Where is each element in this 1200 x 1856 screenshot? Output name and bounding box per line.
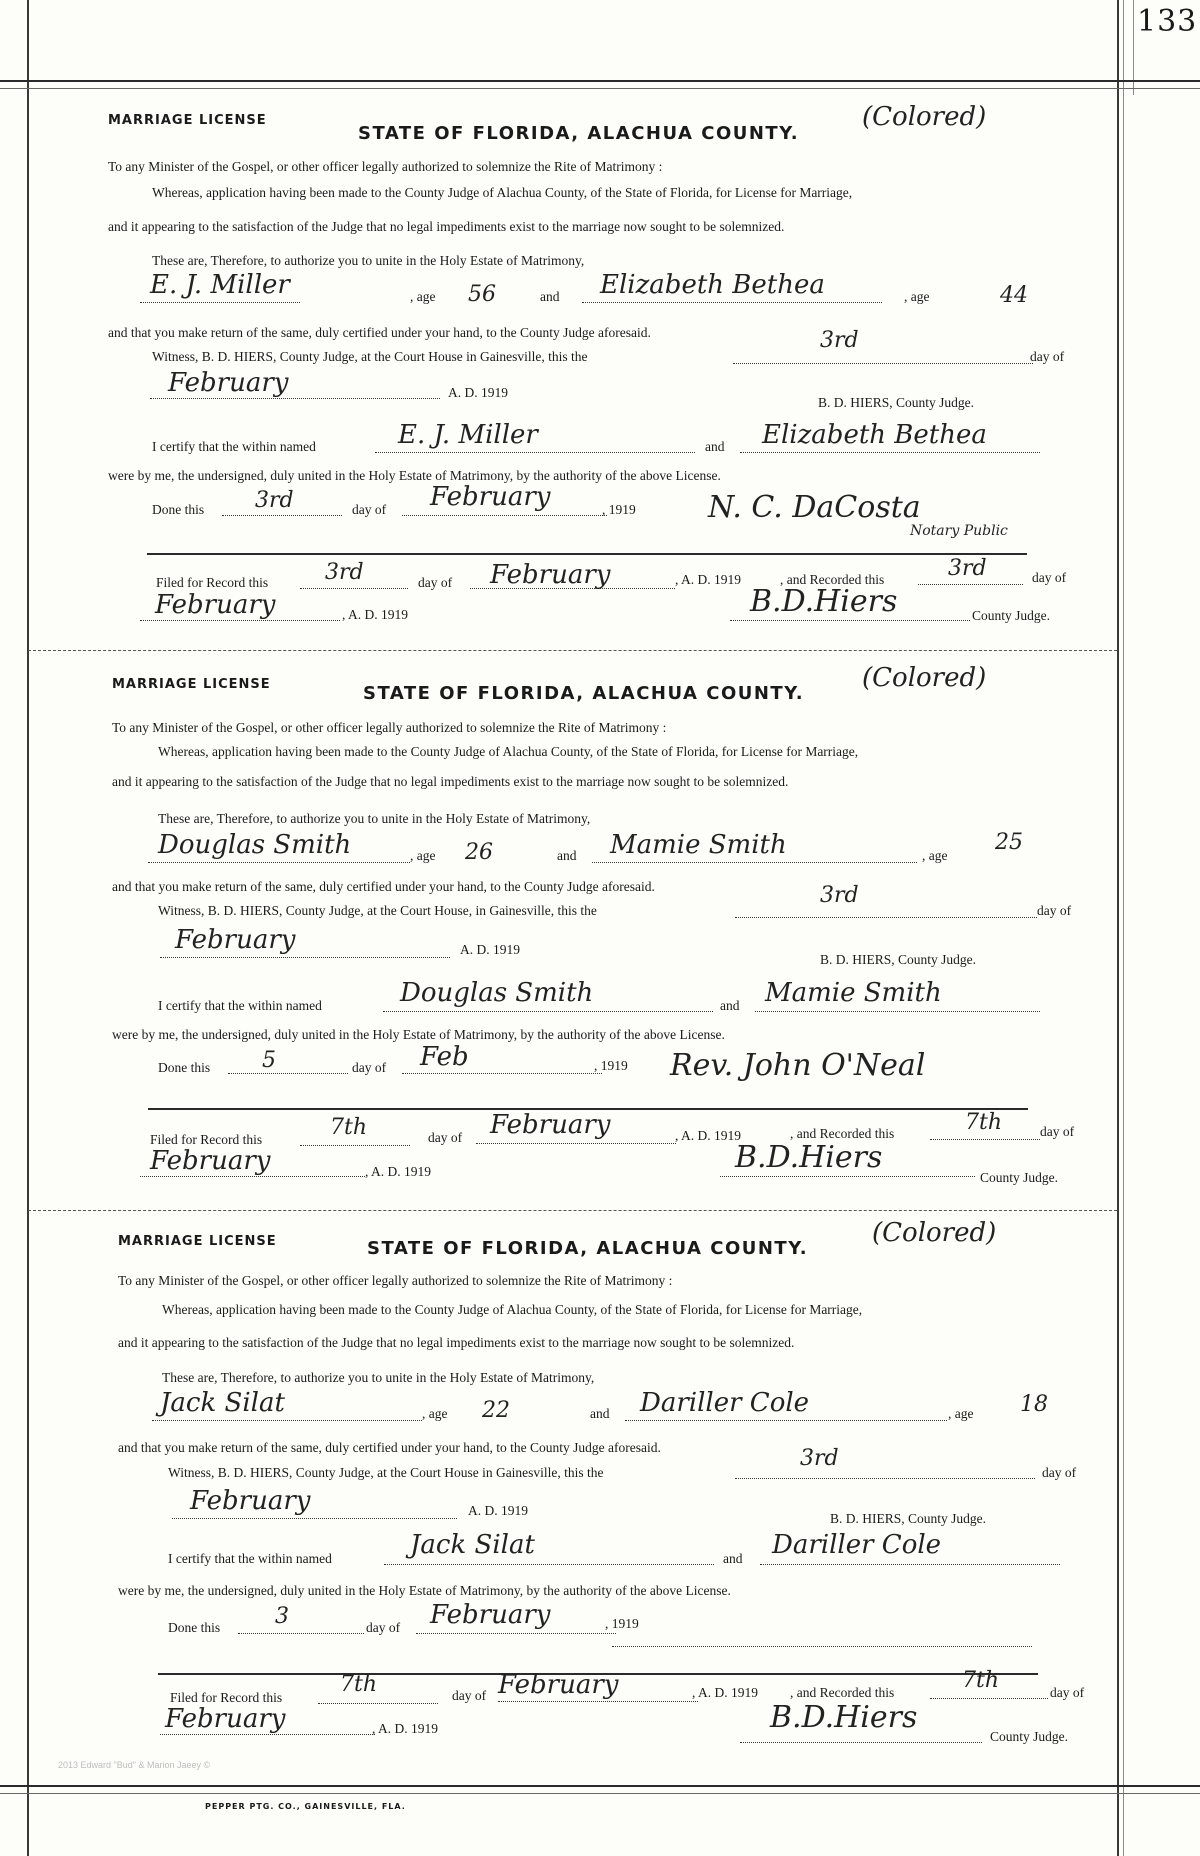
ad-label: , A. D. 1919: [372, 1721, 439, 1736]
done-day: 3rd: [255, 488, 294, 513]
license-header: MARRIAGE LICENSE: [118, 1234, 277, 1249]
license-title: STATE OF FLORIDA, ALACHUA COUNTY.: [358, 123, 800, 144]
officiant-title: Notary Public: [910, 523, 1008, 539]
filed-label: Filed for Record this: [156, 575, 269, 590]
filed-label: Filed for Record this: [170, 1690, 283, 1705]
certify-line: I certify that the within named: [158, 998, 322, 1013]
groom-age: 22: [482, 1398, 510, 1423]
bride-name: Dariller Cole: [640, 1388, 810, 1418]
and-label: and: [705, 439, 725, 454]
cert-bride: Mamie Smith: [765, 978, 942, 1008]
ad-label: A. D. 1919: [448, 385, 508, 400]
groom-age: 56: [468, 282, 496, 307]
filed-label: Filed for Record this: [150, 1132, 263, 1147]
recorded-day: 3rd: [948, 556, 987, 581]
and-label: and: [557, 848, 577, 863]
issued-month: February: [168, 368, 289, 398]
filed-day: 7th: [340, 1672, 378, 1697]
and-label: and: [720, 998, 740, 1013]
age-label: , age: [410, 289, 436, 304]
return-line: and that you make return of the same, duly certified under your hand, to the County Judge aforesaid.: [118, 1440, 661, 1455]
right-margin-rule-thin: [1123, 0, 1124, 1856]
watermark: 2013 Edward "Bud" & Marion Jaeey ©: [58, 1760, 211, 1770]
judge-signature: B.D.Hiers: [750, 584, 898, 619]
age-label: , age: [904, 289, 930, 304]
bride-age: 25: [995, 830, 1023, 855]
filed-day: 7th: [330, 1115, 368, 1140]
printer-imprint: PEPPER PTG. CO., GAINESVILLE, FLA.: [205, 1802, 406, 1811]
issued-day: 3rd: [820, 883, 859, 908]
bride-age: 44: [1000, 283, 1028, 308]
year-label: , 1919: [605, 1616, 639, 1631]
recorded-month: February: [150, 1146, 271, 1176]
county-judge-label: County Judge.: [990, 1729, 1069, 1744]
day-of-label: day of: [428, 1130, 463, 1145]
recorded-day: 7th: [962, 1668, 1000, 1693]
license-header: MARRIAGE LICENSE: [112, 677, 271, 692]
groom-name: E. J. Miller: [150, 270, 290, 300]
issued-month: February: [175, 925, 296, 955]
done-this-label: Done this: [168, 1620, 221, 1635]
united-line: were by me, the undersigned, duly united in the Holy Estate of Matrimony, by the authority of the above License.: [112, 1027, 725, 1042]
return-line: and that you make return of the same, duly certified under your hand, to the County Judge aforesaid.: [108, 325, 651, 340]
minister-line: To any Minister of the Gospel, or other officer legally authorized to solemnize the Rite of Matrimony :: [112, 720, 667, 735]
license-title: STATE OF FLORIDA, ALACHUA COUNTY.: [367, 1238, 809, 1259]
license-title: STATE OF FLORIDA, ALACHUA COUNTY.: [363, 683, 805, 704]
whereas-line: Whereas, application having been made to the County Judge of Alachua County, of the State of Florida, for License for Marriage,: [158, 744, 859, 759]
recorded-label: , and Recorded this: [790, 1126, 895, 1141]
judge-signature-line: B. D. HIERS, County Judge.: [818, 395, 975, 410]
done-month: February: [430, 1600, 551, 1630]
groom-name: Douglas Smith: [158, 830, 352, 860]
day-of-label: day of: [418, 575, 453, 590]
witness-line: Witness, B. D. HIERS, County Judge, at the Court House, in Gainesville, this the: [158, 903, 597, 918]
done-day: 5: [262, 1048, 276, 1073]
day-of-label: day of: [1030, 349, 1065, 364]
age-label: , age: [422, 1406, 448, 1421]
recorded-label: , and Recorded this: [790, 1685, 895, 1700]
issued-month: February: [190, 1486, 311, 1516]
recorded-month: February: [155, 590, 276, 620]
section-rule: [147, 553, 1027, 555]
top-border-rule-thin: [0, 88, 1200, 89]
cert-groom: Jack Silat: [410, 1530, 535, 1560]
recorded-day: 7th: [965, 1110, 1003, 1135]
license-divider: [28, 650, 1117, 651]
county-judge-label: County Judge.: [980, 1170, 1059, 1185]
whereas-line: Whereas, application having been made to the County Judge of Alachua County, of the State of Florida, for License for Marriage,: [152, 185, 853, 200]
filed-day: 3rd: [325, 560, 364, 585]
race-note: (Colored): [862, 102, 987, 132]
witness-line: Witness, B. D. HIERS, County Judge, at the Court House in Gainesville, this the: [168, 1465, 604, 1480]
appearing-line: and it appearing to the satisfaction of the Judge that no legal impediments exist to the marriage now sought to be solemnized.: [112, 774, 789, 789]
day-of-label: day of: [352, 1060, 387, 1075]
year-label: , 1919: [602, 502, 636, 517]
certify-line: I certify that the within named: [152, 439, 316, 454]
race-note: (Colored): [872, 1218, 997, 1248]
cert-bride: Elizabeth Bethea: [762, 420, 987, 450]
top-border-rule: [0, 80, 1200, 82]
day-of-label: day of: [366, 1620, 401, 1635]
age-label: , age: [410, 848, 436, 863]
recorded-label: , and Recorded this: [780, 572, 885, 587]
minister-line: To any Minister of the Gospel, or other officer legally authorized to solemnize the Rite of Matrimony :: [118, 1273, 673, 1288]
return-line: and that you make return of the same, duly certified under your hand, to the County Judge aforesaid.: [112, 879, 655, 894]
groom-age: 26: [465, 840, 493, 865]
page-number: 133: [1137, 4, 1198, 39]
done-day: 3: [275, 1604, 289, 1629]
certify-line: I certify that the within named: [168, 1551, 332, 1566]
license-divider: [28, 1210, 1117, 1211]
judge-signature: B.D.Hiers: [735, 1140, 883, 1175]
ad-label: , A. D. 1919: [365, 1164, 432, 1179]
judge-signature-line: B. D. HIERS, County Judge.: [820, 952, 977, 967]
age-label: , age: [948, 1406, 974, 1421]
done-month: Feb: [420, 1042, 469, 1072]
ad-label: , A. D. 1919: [675, 1128, 742, 1143]
day-of-label: day of: [1042, 1465, 1077, 1480]
ad-label: A. D. 1919: [460, 942, 520, 957]
whereas-line: Whereas, application having been made to the County Judge of Alachua County, of the State of Florida, for License for Marriage,: [162, 1302, 863, 1317]
done-this-label: Done this: [158, 1060, 211, 1075]
year-label: , 1919: [594, 1058, 628, 1073]
these-are-line: These are, Therefore, to authorize you to unite in the Holy Estate of Matrimony,: [158, 811, 591, 826]
county-judge-label: County Judge.: [972, 608, 1051, 623]
day-of-label: day of: [452, 1688, 487, 1703]
groom-name: Jack Silat: [160, 1388, 285, 1418]
ad-label: , A. D. 1919: [342, 607, 409, 622]
filed-month: February: [498, 1670, 619, 1700]
right-margin-rule: [1117, 0, 1119, 1856]
filed-month: February: [490, 560, 611, 590]
cert-groom: E. J. Miller: [398, 420, 538, 450]
bottom-border-rule: [0, 1785, 1200, 1787]
appearing-line: and it appearing to the satisfaction of the Judge that no legal impediments exist to the marriage now sought to be solemnized.: [118, 1335, 795, 1350]
bottom-border-rule-thin: [0, 1793, 1200, 1794]
ad-label: A. D. 1919: [468, 1503, 528, 1518]
cert-groom: Douglas Smith: [400, 978, 594, 1008]
day-of-label: day of: [1032, 570, 1067, 585]
left-margin-rule: [27, 0, 29, 1856]
and-label: and: [540, 289, 560, 304]
race-note: (Colored): [862, 663, 987, 693]
these-are-line: These are, Therefore, to authorize you to unite in the Holy Estate of Matrimony,: [152, 253, 585, 268]
ad-label: , A. D. 1919: [675, 572, 742, 587]
minister-line: To any Minister of the Gospel, or other officer legally authorized to solemnize the Rite of Matrimony :: [108, 159, 663, 174]
done-this-label: Done this: [152, 502, 205, 517]
done-month: February: [430, 482, 551, 512]
united-line: were by me, the undersigned, duly united in the Holy Estate of Matrimony, by the authority of the above License.: [118, 1583, 731, 1598]
age-label: , age: [922, 848, 948, 863]
bride-name: Mamie Smith: [610, 830, 787, 860]
day-of-label: day of: [352, 502, 387, 517]
ad-label: , A. D. 1919: [692, 1685, 759, 1700]
witness-line: Witness, B. D. HIERS, County Judge, at the Court House in Gainesville, this the: [152, 349, 588, 364]
recorded-month: February: [165, 1704, 286, 1734]
license-header: MARRIAGE LICENSE: [108, 113, 267, 128]
and-label: and: [590, 1406, 610, 1421]
bride-name: Elizabeth Bethea: [600, 270, 825, 300]
these-are-line: These are, Therefore, to authorize you to unite in the Holy Estate of Matrimony,: [162, 1370, 595, 1385]
day-of-label: day of: [1050, 1685, 1085, 1700]
officiant-signature: Rev. John O'Neal: [670, 1048, 926, 1083]
filed-month: February: [490, 1110, 611, 1140]
bride-age: 18: [1020, 1392, 1048, 1417]
appearing-line: and it appearing to the satisfaction of the Judge that no legal impediments exist to the marriage now sought to be solemnized.: [108, 219, 785, 234]
united-line: were by me, the undersigned, duly united in the Holy Estate of Matrimony, by the authority of the above License.: [108, 468, 721, 483]
officiant-signature: N. C. DaCosta: [708, 490, 921, 525]
day-of-label: day of: [1040, 1124, 1075, 1139]
cert-bride: Dariller Cole: [772, 1530, 942, 1560]
issued-day: 3rd: [800, 1446, 839, 1471]
judge-signature-line: B. D. HIERS, County Judge.: [830, 1511, 987, 1526]
day-of-label: day of: [1037, 903, 1072, 918]
judge-signature: B.D.Hiers: [770, 1700, 918, 1735]
and-label: and: [723, 1551, 743, 1566]
issued-day: 3rd: [820, 328, 859, 353]
